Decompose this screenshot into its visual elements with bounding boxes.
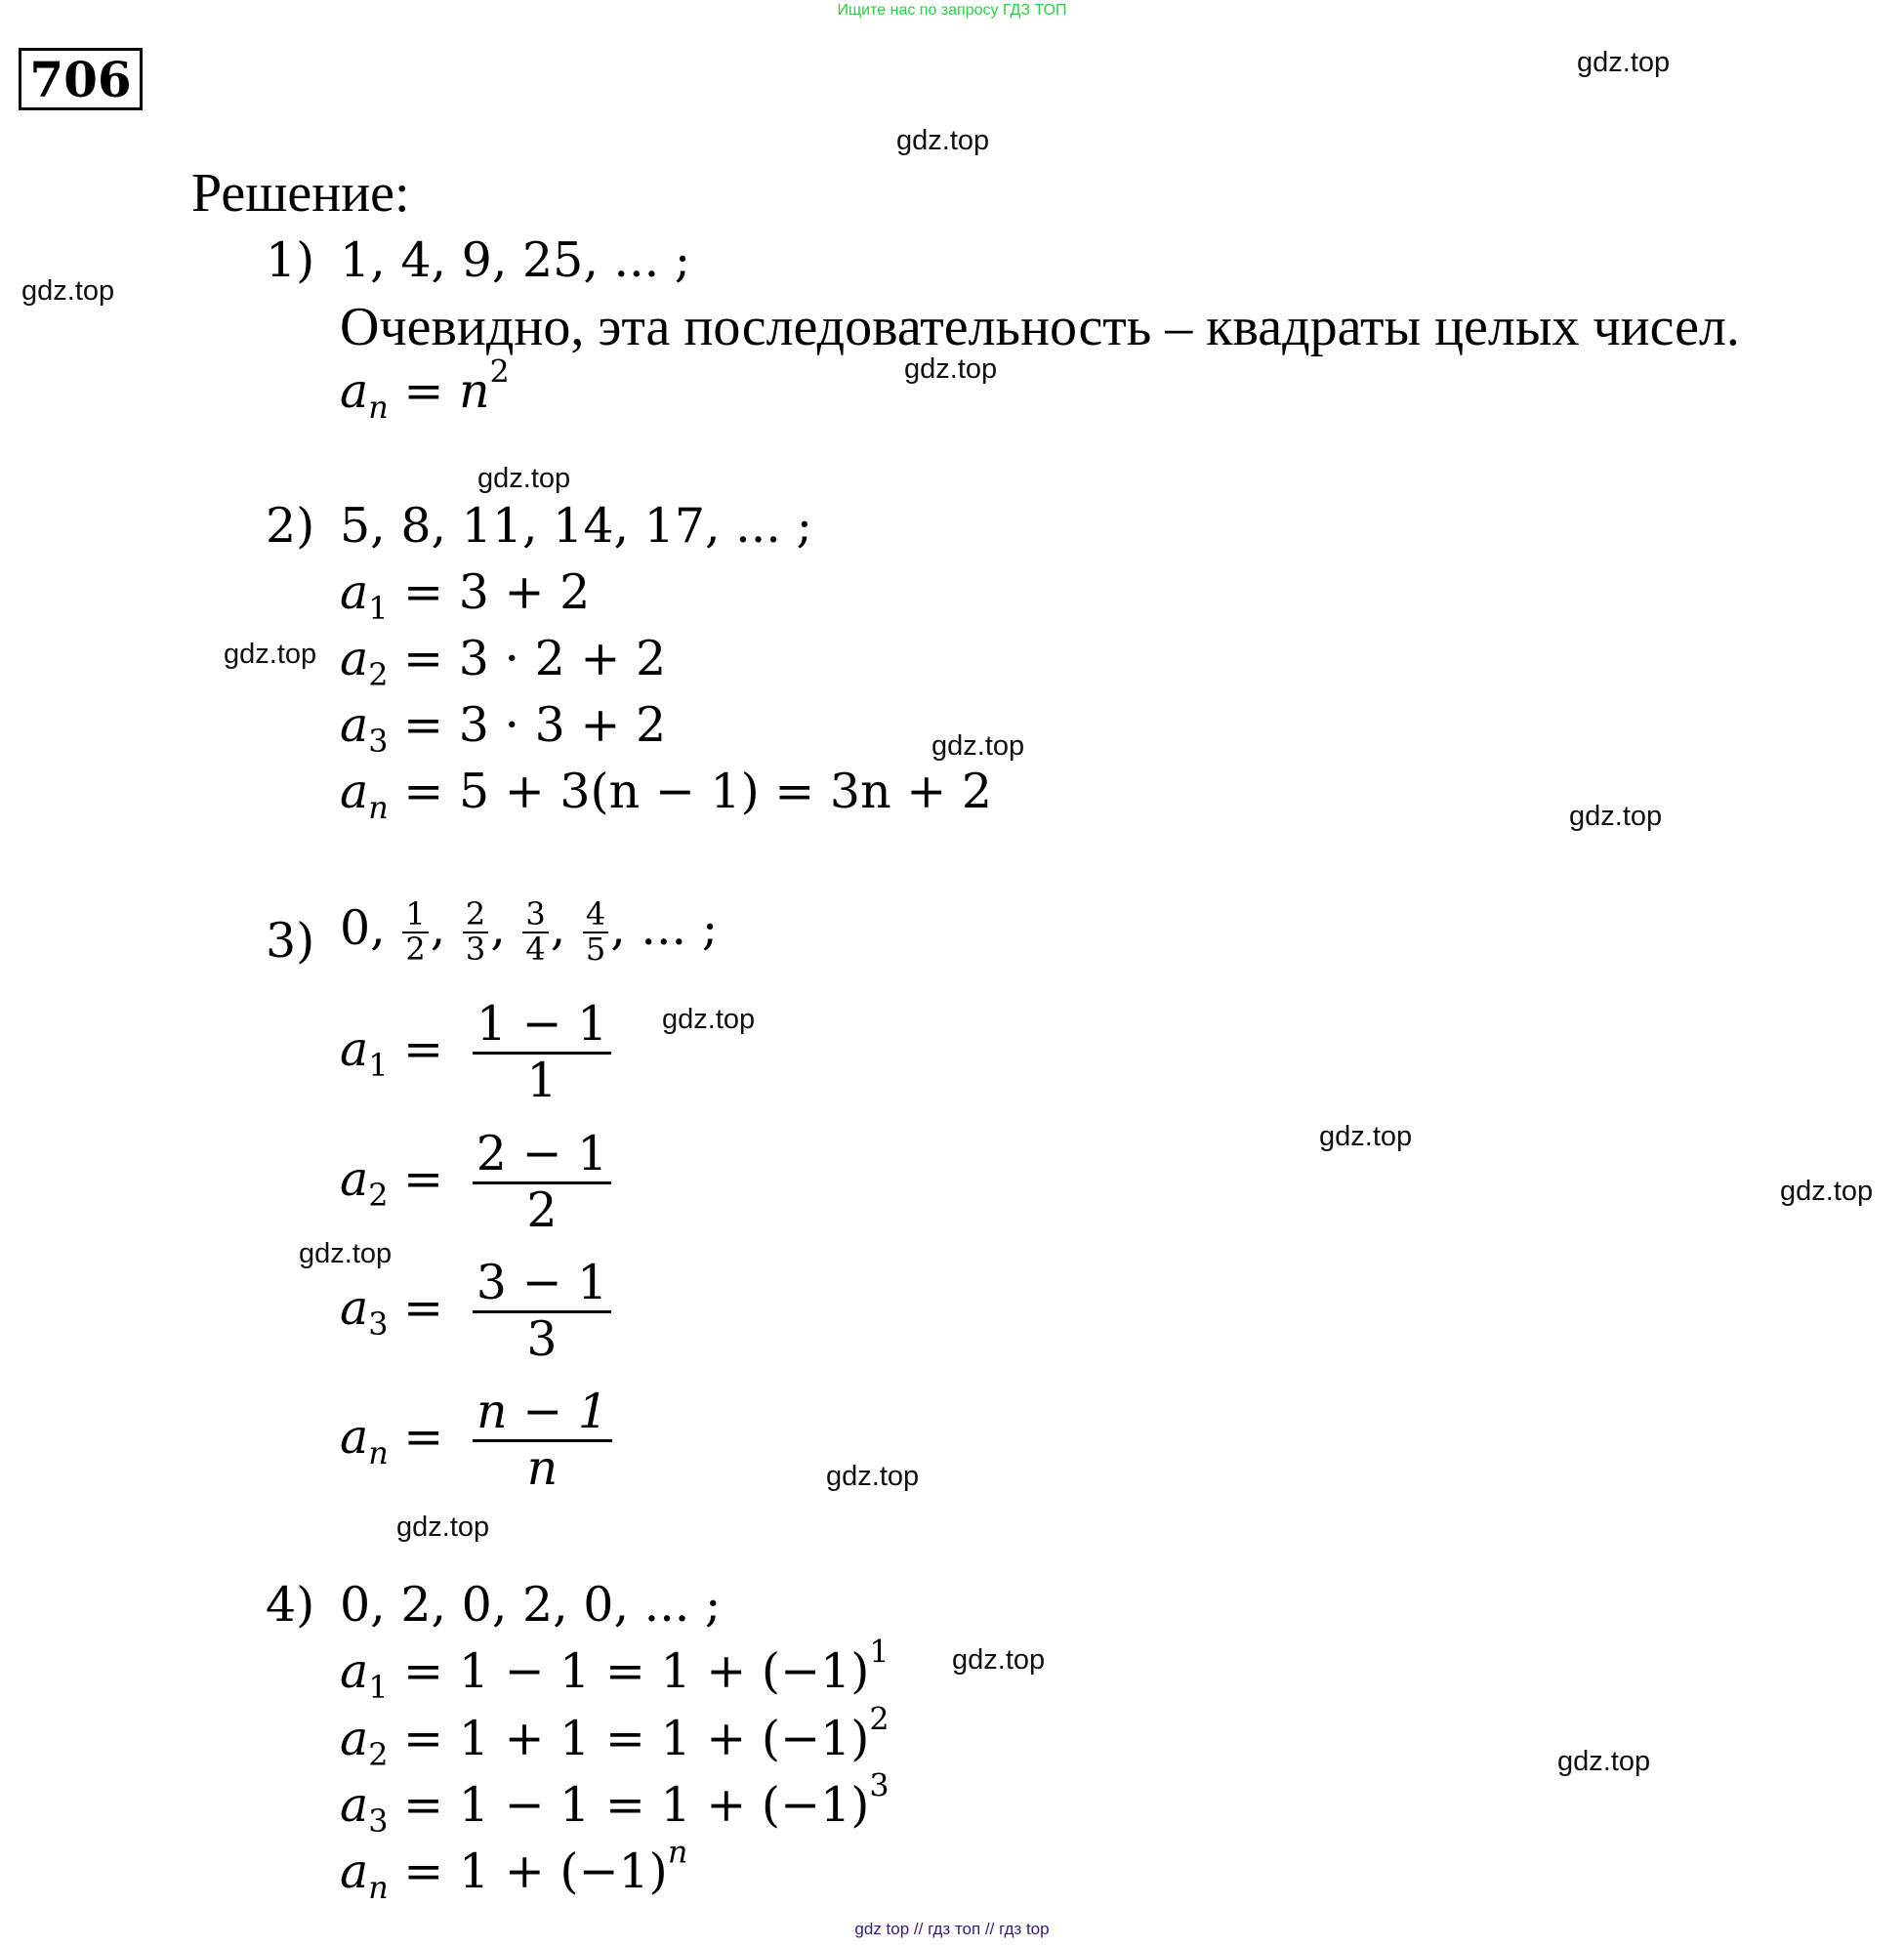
item-2-sequence: 5, 8, 11, 14, 17, ... ; xyxy=(340,498,812,554)
item-4-label: 4) xyxy=(266,1577,315,1633)
watermark: gdz.top xyxy=(224,639,317,670)
item-2-line-2: $a_2 = 3 \cdot 2 + 2$ xyxy=(340,631,667,694)
watermark: gdz.top xyxy=(1780,1176,1874,1207)
watermark: gdz.top xyxy=(299,1238,393,1269)
item-2-line-3: $a_3 = 3 \cdot 3 + 2$ xyxy=(340,697,667,761)
footer-watermark: gdz top // гдз топ // гдз top xyxy=(854,1920,1050,1938)
top-banner: Ищите нас по запросу ГДЗ ТОП xyxy=(837,2,1067,19)
watermark: gdz.top xyxy=(904,353,998,385)
watermark: gdz.top xyxy=(1569,801,1663,832)
watermark: gdz.top xyxy=(1557,1746,1651,1777)
item-1-label: 1) xyxy=(266,232,315,288)
watermark: gdz.top xyxy=(477,463,571,494)
watermark: gdz.top xyxy=(396,1512,490,1543)
item-2-line-1: $a_1 = 3 + 2$ xyxy=(340,564,591,628)
watermark: gdz.top xyxy=(1319,1121,1413,1152)
fraction: $\frac{1 - 1}{1}$ xyxy=(473,998,612,1108)
item-1-formula xyxy=(340,352,510,427)
solution-heading: Решение: xyxy=(191,163,410,224)
item-4-line-1: $a_1 = 1 - 1 = 1 + (-1)^1$ xyxy=(340,1633,890,1707)
item-1-sequence: 1, 4, 9, 25, ... ; xyxy=(340,232,691,288)
subscript: n xyxy=(368,389,389,427)
watermark: gdz.top xyxy=(1577,47,1671,78)
fraction: $\frac{2 - 1}{2}$ xyxy=(473,1128,612,1238)
item-3-line-3: $a_3$ = $\frac{3 - 1}{3}$ xyxy=(340,1257,611,1367)
item-3-line-2: $a_2$ = $\frac{2 - 1}{2}$ xyxy=(340,1128,611,1238)
fraction: $\frac{3 - 1}{3}$ xyxy=(473,1257,612,1367)
superscript: 2 xyxy=(489,352,510,391)
item-3-sequence: 0, $\frac{1}{2}$ , $\frac{2}{3}$ , $\frac{3}{4}$ , $\frac{4}{5}$ , ... ; xyxy=(340,895,719,968)
item-2-label: 2) xyxy=(266,498,315,554)
item-1-note: Очевидно, эта последовательность – квадраты целых чисел. xyxy=(340,297,1740,357)
var: n xyxy=(458,363,490,419)
watermark: gdz.top xyxy=(896,125,990,156)
watermark: gdz.top xyxy=(662,1004,756,1035)
var: a xyxy=(340,363,369,419)
item-2-line-4: $a_n = 5 + 3(n - 1) = 3n + 2$ xyxy=(340,764,993,827)
item-4-sequence: 0, 2, 0, 2, 0, ... ; xyxy=(340,1577,722,1633)
watermark: gdz.top xyxy=(952,1644,1046,1676)
problem-number: 706 xyxy=(19,48,143,110)
item-4-line-2: $a_2 = 1 + 1 = 1 + (-1)^2$ xyxy=(340,1700,890,1774)
item-4-line-4: $a_n = 1 + (-1)^n$ xyxy=(340,1833,688,1907)
watermark: gdz.top xyxy=(21,275,115,307)
watermark: gdz.top xyxy=(931,730,1025,762)
item-4-line-3: $a_3 = 1 - 1 = 1 + (-1)^3$ xyxy=(340,1766,890,1841)
seq-fraction-3: $\frac{3}{4}$ xyxy=(522,898,548,966)
fraction: $\frac{n - 1}{n}$ xyxy=(473,1386,612,1496)
equals: = xyxy=(403,363,459,419)
item-3-line-1: $a_1$ = $\frac{1 - 1}{1}$ xyxy=(340,998,611,1108)
watermark: gdz.top xyxy=(826,1461,920,1492)
item-3-line-4: $a_n$ = $\frac{n - 1}{n}$ xyxy=(340,1386,612,1496)
seq-fraction-1: $\frac{1}{2}$ xyxy=(402,898,428,966)
seq-fraction-4: $\frac{4}{5}$ xyxy=(583,898,608,966)
item-3-label: 3) xyxy=(266,913,315,969)
seq-fraction-2: $\frac{2}{3}$ xyxy=(463,898,488,966)
